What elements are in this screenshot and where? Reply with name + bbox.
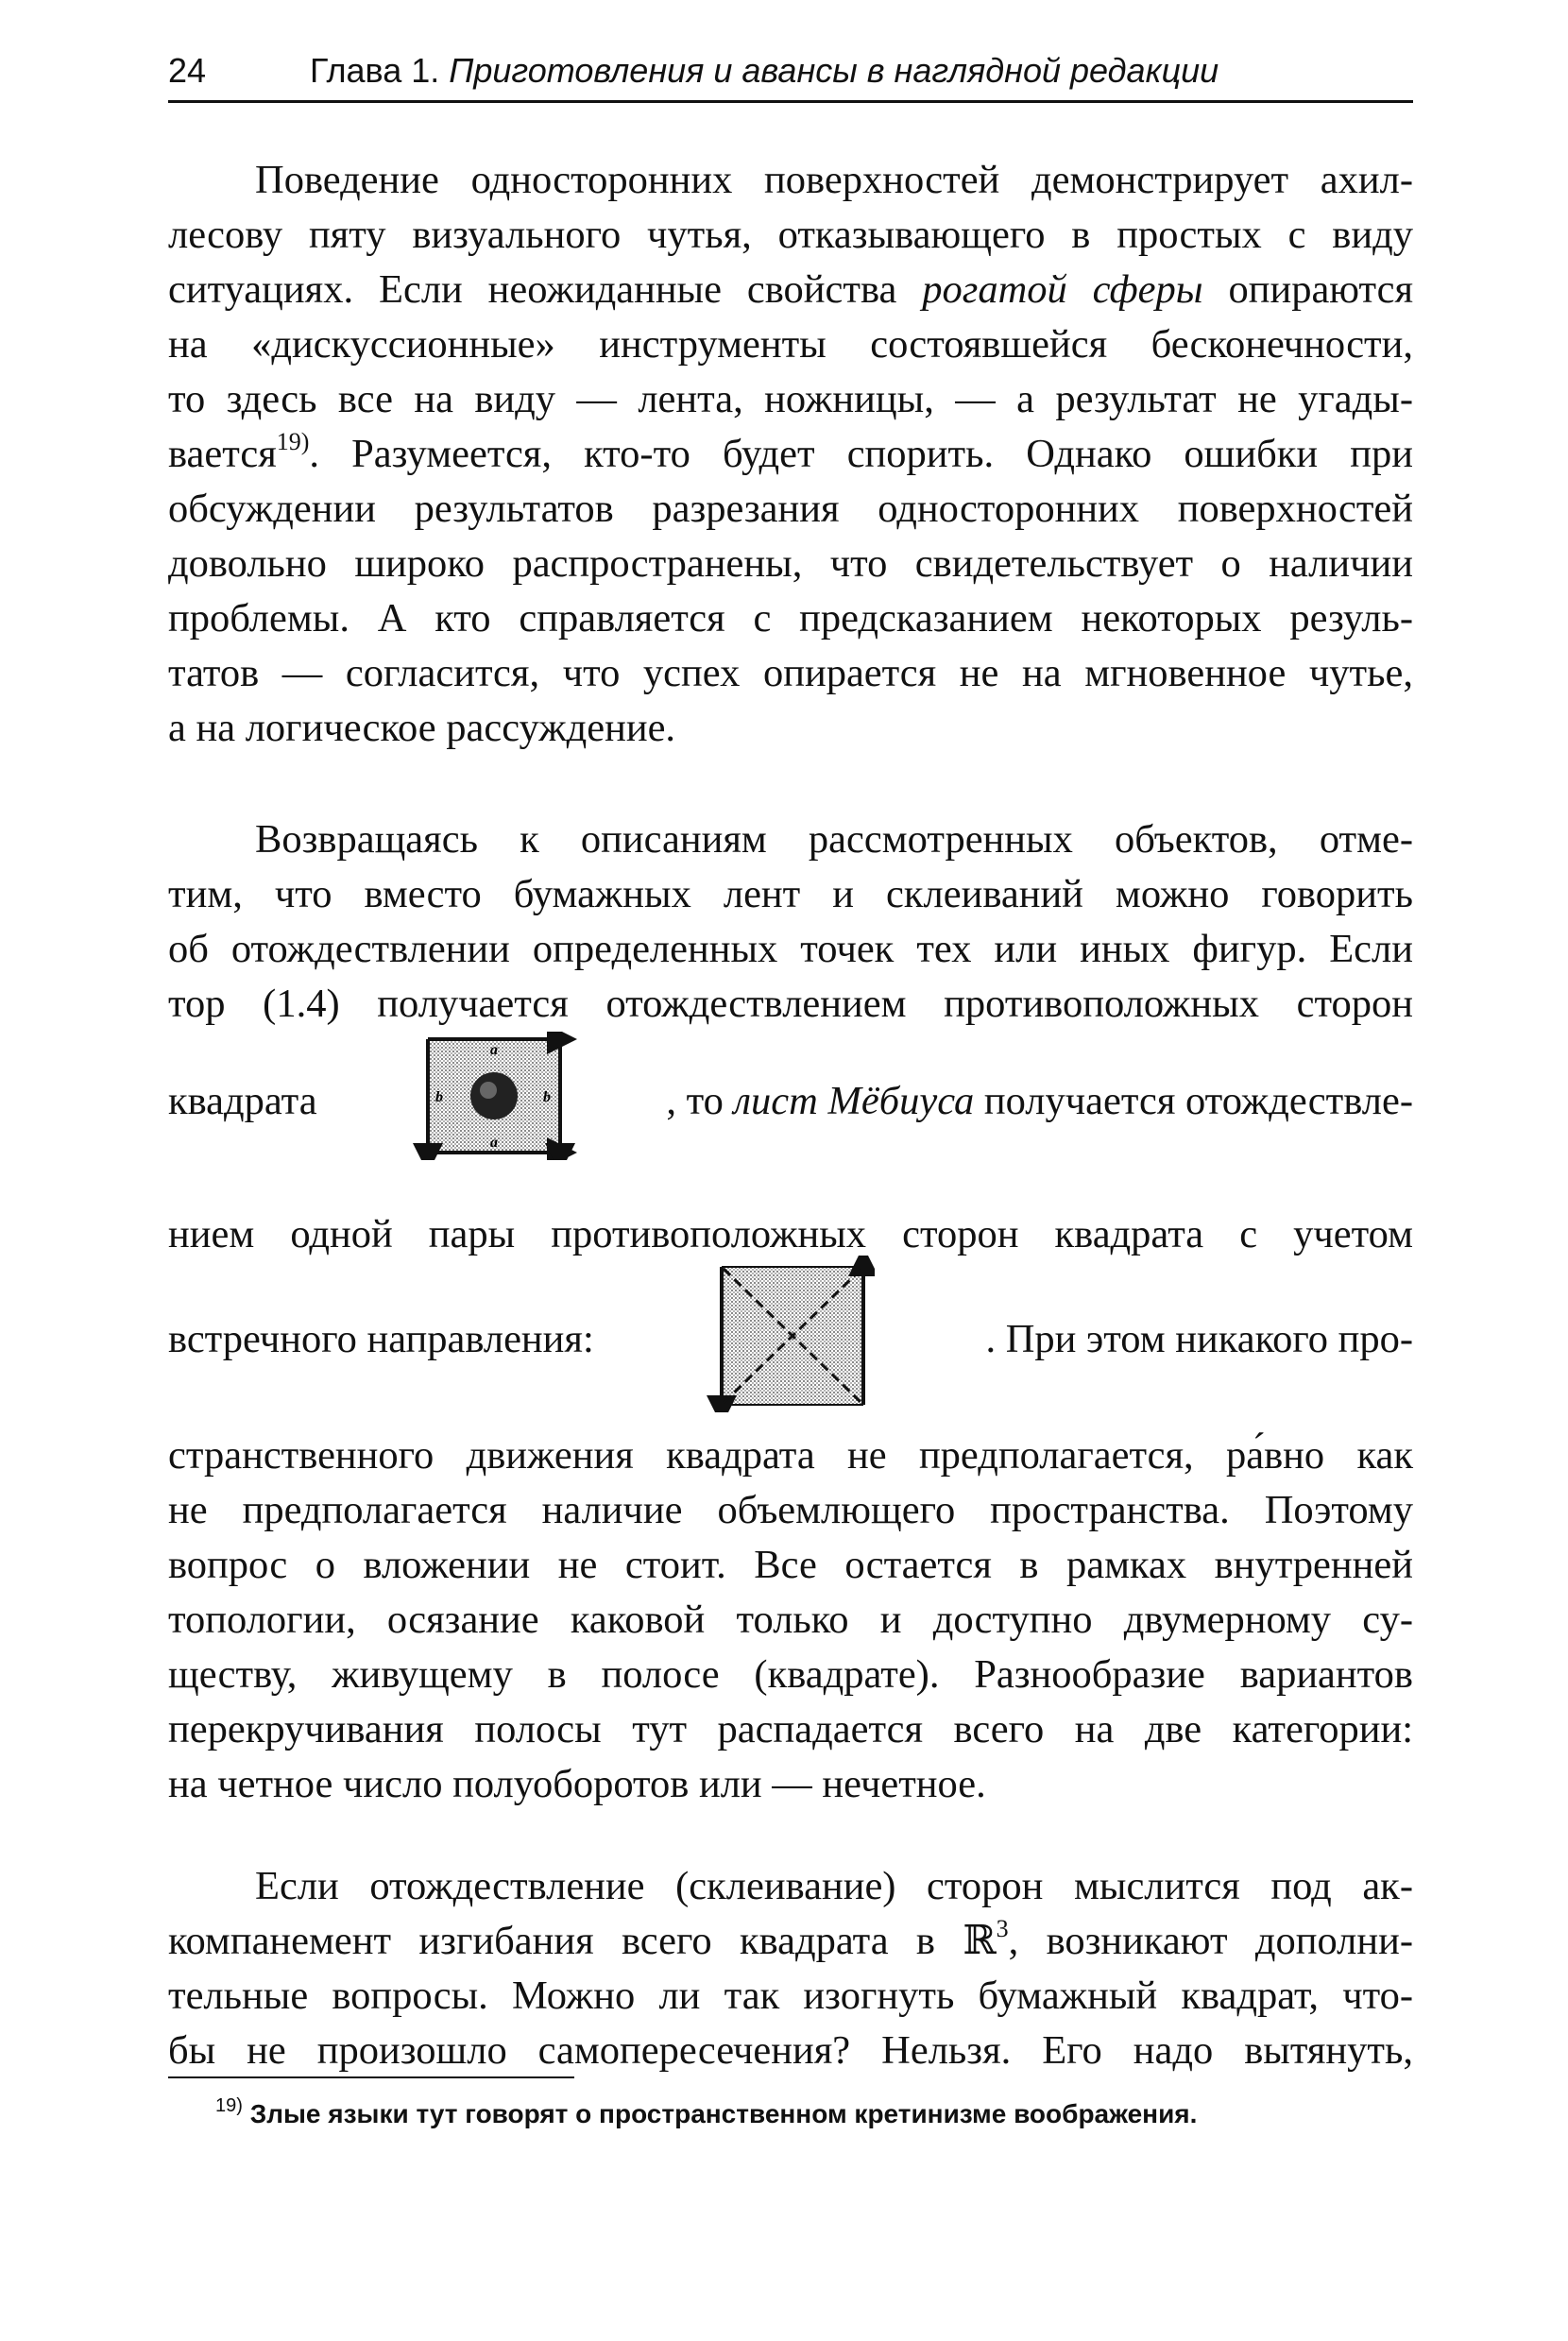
chapter-label: Глава 1.: [310, 51, 440, 90]
text-line: на четное число полуоборотов или — нечетное.: [168, 1762, 986, 1806]
text-fragment: , то лист Мёбиуса получается отождествле-: [666, 1078, 1413, 1123]
paragraph-2: [168, 812, 1413, 1032]
text-line: татов — согласится, что успех опирается не на мгновенное чутье,: [168, 651, 1413, 695]
label-a: a: [489, 1041, 498, 1058]
paragraph-1: [168, 153, 1413, 756]
moebius-figure-line: [168, 1258, 1413, 1419]
text-line: компанемент изгибания всего квадрата в ℝ$^3$, возникают дополни-: [168, 1915, 1414, 1963]
paragraph-2-cont: [168, 1207, 1413, 1262]
text-line: не предполагается наличие объемлющего пространства. Поэтому: [168, 1488, 1413, 1532]
text-line: обсуждении результатов разрезания односторонних поверхностей: [168, 487, 1413, 531]
text-fragment: встречного направления:: [168, 1316, 594, 1361]
footnote: [215, 2095, 1413, 2133]
text-line: вопрос о вложении не стоит. Все остается в рамках внутренней: [168, 1543, 1413, 1587]
footnote-text: Злые языки тут говорят о пространственном кретинизме воображения.: [249, 2099, 1198, 2128]
label-a: a: [489, 1134, 498, 1151]
torus-square-figure: [407, 1032, 577, 1170]
footnote-rule: [168, 2076, 574, 2078]
text-line: ситуациях. Если неожиданные свойства рогатой сферы опираются: [168, 267, 1413, 312]
text-line: то здесь все на виду — лента, ножницы, — а результат не угады-: [168, 377, 1413, 421]
text-line: проблемы. А кто справляется с предсказанием некоторых резуль-: [168, 596, 1413, 641]
label-b: b: [542, 1088, 551, 1105]
text-line: а на логическое рассуждение.: [168, 706, 676, 750]
moebius-square-figure: [705, 1256, 875, 1423]
italic-term: лист Мёбиуса: [733, 1078, 975, 1123]
text-line: ществу, живущему в полосе (квадрате). Разнообразие вариантов: [168, 1652, 1413, 1697]
text-line: топологии, осязание каковой только и доступно двумерному су-: [168, 1598, 1413, 1642]
text-line: бы не произошло самопересечения? Нельзя. Его надо вытянуть,: [168, 2028, 1413, 2073]
torus-figure-line: [168, 1030, 1413, 1171]
real-numbers-symbol: ℝ: [963, 1919, 997, 1963]
text-fragment: . При этом никакого про-: [985, 1316, 1413, 1361]
footnote-ref: 19): [276, 428, 310, 455]
paragraph-2-end: [168, 1428, 1413, 1812]
superscript: 3: [996, 1915, 1009, 1942]
paragraph-3: [168, 1859, 1413, 2078]
text-line: довольно широко распространены, что свидетельствует о наличии: [168, 541, 1413, 586]
page-number: 24: [168, 51, 207, 90]
text-line: странственного движения квадрата не предполагается, ра́вно как: [168, 1433, 1413, 1478]
text-line: Возвращаясь к описаниям рассмотренных объектов, отме-: [255, 817, 1413, 862]
text-line: Если отождествление (склеивание) сторон мыслится под ак-: [255, 1864, 1413, 1908]
text-line: нием одной пары противоположных сторон квадрата с учетом: [168, 1212, 1413, 1256]
chapter-title: Приготовления и авансы в наглядной редакции: [449, 51, 1219, 90]
label-b: b: [435, 1088, 443, 1105]
text-line: Поведение односторонних поверхностей демонстрирует ахил-: [255, 158, 1413, 202]
text-line: об отождествлении определенных точек тех или иных фигур. Если: [168, 927, 1413, 971]
text-line: вается$^{19)}$. Разумеется, кто-то будет спорить. Однако ошибки при: [168, 428, 1413, 476]
italic-term: рогатой сферы: [922, 267, 1203, 312]
footnote-mark: 19): [215, 2095, 243, 2116]
text-line: тор (1.4) получается отождествлением противоположных сторон: [168, 982, 1413, 1026]
text-line: лесову пяту визуального чутья, отказывающего в простых с виду: [168, 213, 1413, 257]
text-line: тельные вопросы. Можно ли так изогнуть бумажный квадрат, что-: [168, 1974, 1413, 2018]
running-header: [168, 45, 1413, 103]
text-line: перекручивания полосы тут распадается всего на две категории:: [168, 1707, 1413, 1751]
text-line: тим, что вместо бумажных лент и склеиваний можно говорить: [168, 872, 1413, 916]
text-line: на «дискуссионные» инструменты состоявшейся бесконечности,: [168, 322, 1413, 367]
text-fragment: квадрата: [168, 1078, 317, 1123]
